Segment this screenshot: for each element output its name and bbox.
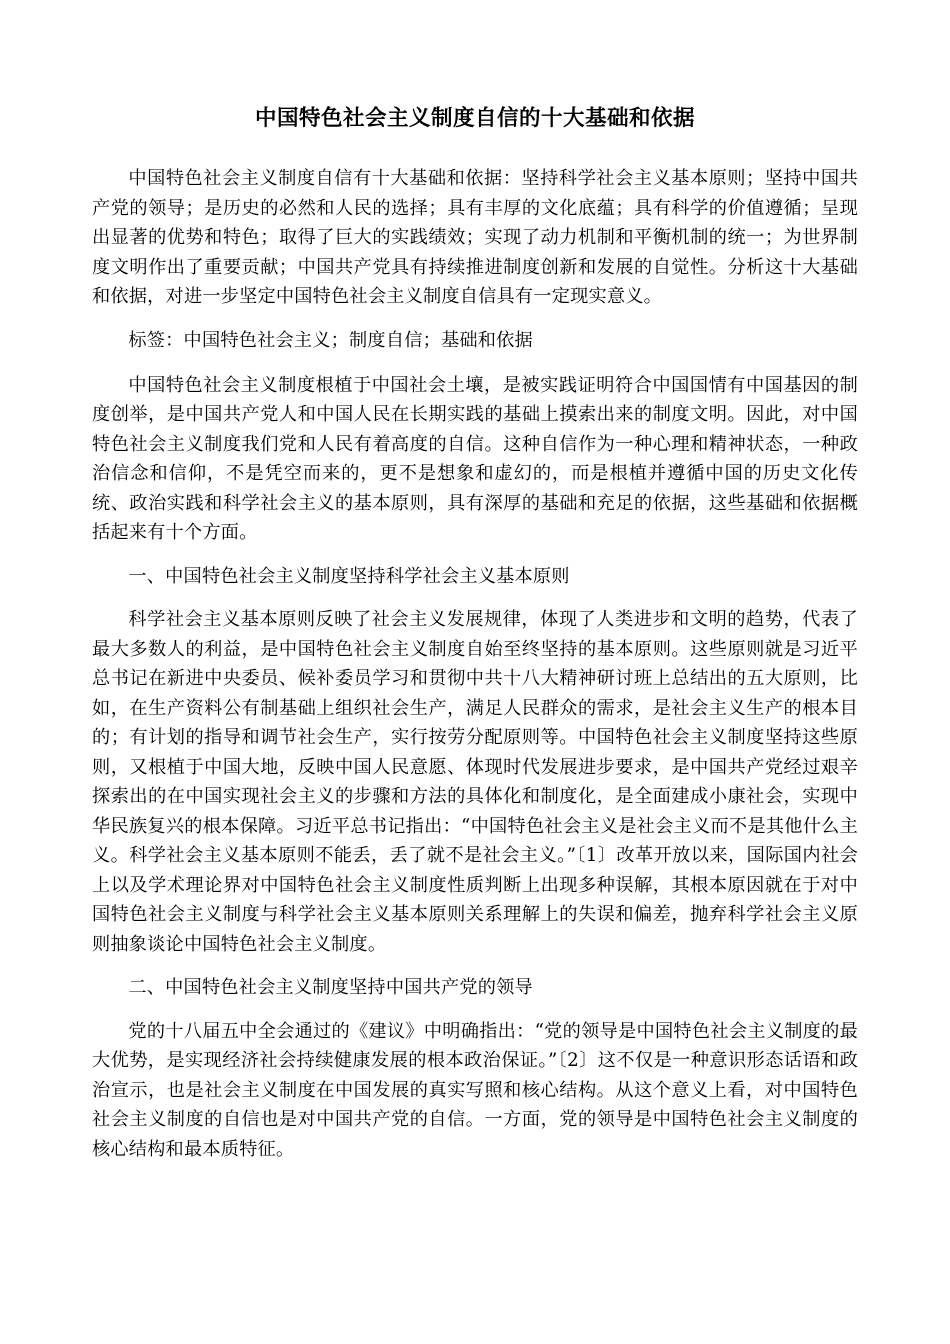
page-title: 中国特色社会主义制度自信的十大基础和依据 bbox=[254, 106, 695, 131]
section-heading-1: 一、中国特色社会主义制度坚持科学社会主义基本原则 bbox=[128, 565, 570, 587]
keywords-line: 标签：中国特色社会主义；制度自信；基础和依据 bbox=[128, 329, 533, 351]
abstract-paragraph: 中国特色社会主义制度自信有十大基础和依据：坚持科学社会主义基本原则；坚持中国共产党的领导；是历史的必然和人民的选择；具有丰厚的文化底蕴；具有科学的价值遵循；呈现出显著的优势和特色；取得了巨大的实践绩效；实现了动力机制和平衡机制的统一；为世界制度文明作出了重要贡献；中国共产党具有持续推进制度创新和发展的自觉性。分析这十大基础和依据，对进一步坚定中国特色社会主义制度自信具有一定现实意义。 bbox=[92, 168, 858, 308]
section-heading-2: 二、中国特色社会主义制度坚持中国共产党的领导 bbox=[128, 977, 533, 999]
section-body-2: 党的十八届五中全会通过的《建议》中明确指出：“党的领导是中国特色社会主义制度的最大优势，是实现经济社会持续健康发展的根本政治保证。”〔2〕这不仅是一种意识形态话语和政治宣示，也是社会主义制度在中国发展的真实写照和核心结构。从这个意义上看，对中国特色社会主义制度的自信也是对中国共产党的自信。一方面，党的领导是中国特色社会主义制度的核心结构和最本质特征。 bbox=[92, 1020, 858, 1160]
section-body-1: 科学社会主义基本原则反映了社会主义发展规律，体现了人类进步和文明的趋势，代表了最大多数人的利益，是中国特色社会主义制度自始至终坚持的基本原则。这些原则就是习近平总书记在新进中央委员、候补委员学习和贯彻中共十八大精神研讨班上总结出的五大原则，比如，在生产资料公有制基础上组织社会生产，满足人民群众的需求，是社会主义生产的根本目的；有计划的指导和调节社会生产，实行按劳分配原则等。中国特色社会主义制度坚持这些原则，又根植于中国大地，反映中国人民意愿、体现时代发展进步要求，是中国共产党经过艰辛探索出的在中国实现社会主义的步骤和方法的具体化和制度化，是全面建成小康社会，实现中华民族复兴的根本保障。习近平总书记指出：“中国特色社会主义是社会主义而不是其他什么主义。科学社会主义基本原则不能丢，丢了就不是社会主义。”〔1〕改革开放以来，国际国内社会上以及学术理论界对中国特色社会主义制度性质判断上出现多种误解，其根本原因就在于对中国特色社会主义制度与科学社会主义基本原则关系理解上的失误和偏差，抛弃科学社会主义原则抽象谈论中国特色社会主义制度。 bbox=[92, 609, 858, 955]
intro-paragraph: 中国特色社会主义制度根植于中国社会土壤，是被实践证明符合中国国情有中国基因的制度创举，是中国共产党人和中国人民在长期实践的基础上摸索出来的制度文明。因此，对中国特色社会主义制度我们党和人民有着高度的自信。这种自信作为一种心理和精神状态，一种政治信念和信仰，不是凭空而来的，更不是想象和虚幻的，而是根植并遵循中国的历史文化传统、政治实践和科学社会主义的基本原则，具有深厚的基础和充足的依据，这些基础和依据概括起来有十个方面。 bbox=[92, 375, 858, 544]
